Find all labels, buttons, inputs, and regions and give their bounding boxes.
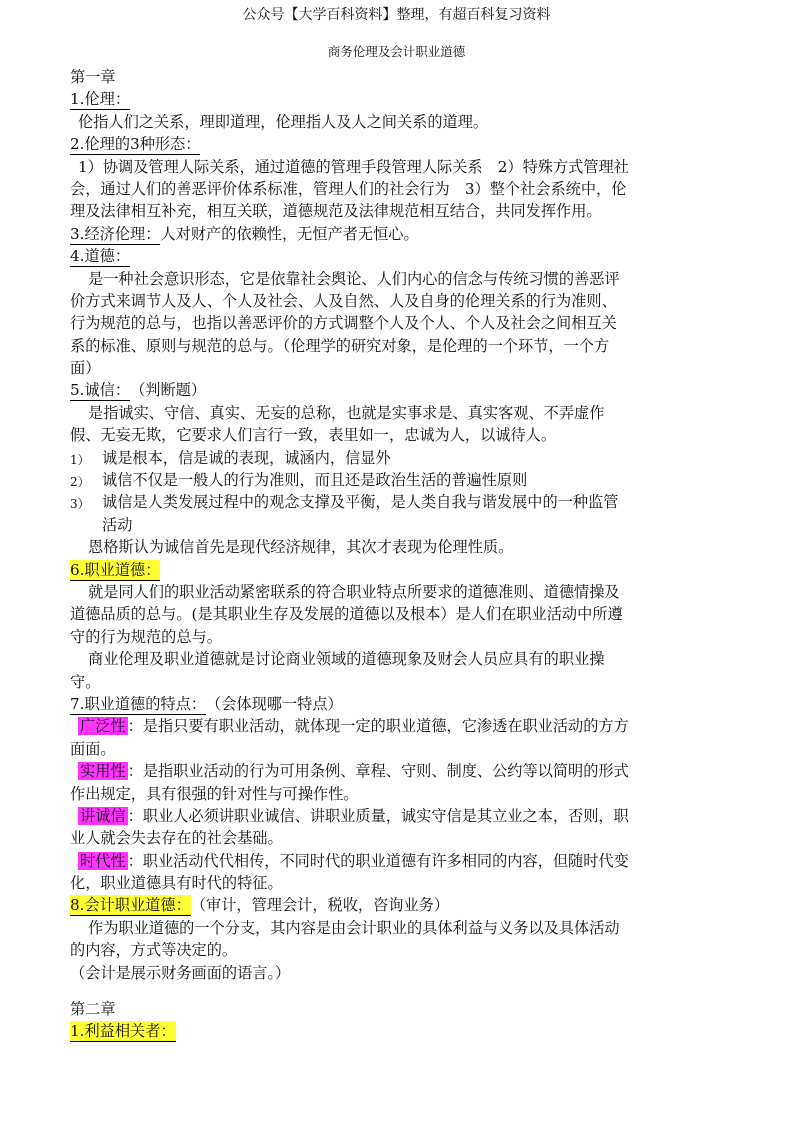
trait-text-cont: 面面。 (70, 739, 116, 758)
paragraph-line: 行为规范的总与，也指以善恶评价的方式调整个人及个人、个人及社会之间相互关 (70, 314, 617, 333)
list-item-text: 诚信是人类发展过程中的观念支撑及平衡，是人类自我与谐发展中的一种监管 (102, 493, 619, 512)
section-heading-ethics-forms: 2.伦理的3种形态： (70, 135, 201, 154)
paragraph-line: 系的标准、原则与规范的总与。（伦理学的研究对象，是伦理的一个环节，一个方 (70, 336, 610, 355)
section-heading-integrity: 5.诚信： (70, 381, 131, 400)
trait-text: ：是指只要有职业活动，就体现一定的职业道德，它渗透在职业活动的方方 (127, 717, 629, 736)
paragraph-line: 价方式来调节人及人、个人及社会、人及自然、人及自身的伦理关系的行为准则、 (70, 291, 617, 310)
paragraph: 伦指人们之关系，理即道理，伦理指人及人之间关系的道理。 (78, 112, 489, 131)
list-item (70, 447, 710, 469)
chapter-label: 第一章 (70, 68, 116, 86)
paragraph-line: 的内容，方式等决定的。 (70, 941, 238, 960)
trait-text: ：职业活动代代相传，不同时代的职业道德有许多相同的内容，但随时代变 (127, 851, 629, 870)
paragraph-line: 是指诚实、守信、真实、无妄的总称，也就是实事求是、真实客观、不弄虚作 (88, 403, 605, 422)
section-heading-stakeholders: 1.利益相关者： (70, 1022, 176, 1041)
paragraph-line: 守的行为规范的总与。 (70, 627, 222, 646)
trait-label: 广泛性 (80, 717, 126, 736)
section-heading-professional-ethics: 6.职业道德： (70, 560, 161, 579)
section-note: （审计，管理会计，税收，咨询业务） (190, 896, 449, 915)
section-note: （判断题） (130, 381, 206, 400)
section-heading-accounting-ethics: 8.会计职业道德： (70, 896, 191, 915)
paragraph-line: 是一种社会意识形态，它是依靠社会舆论、人们内心的信念与传统习惯的善恶评 (88, 269, 620, 288)
document-body (70, 66, 710, 1043)
section-heading-ethics: 1.伦理： (70, 90, 131, 109)
list-item-number: 1） (70, 452, 90, 467)
trait-label: 时代性 (80, 851, 126, 870)
trait-item (70, 805, 710, 827)
list-item-text: 诚信不仅是一般人的行为准则，而且还是政治生活的普遍性原则 (102, 471, 528, 490)
paragraph-line: 道德品质的总与。(是其职业生存及发展的道德以及根本）是人们在职业活动中所遵 (70, 605, 623, 624)
paragraph-line: 1）协调及管理人际关系，通过道德的管理手段管理人际关系 2）特殊方式管理社 (78, 157, 629, 176)
paragraph-line: 面） (70, 359, 101, 378)
trait-item (70, 760, 710, 782)
list-item (70, 469, 710, 491)
list-item-continuation: 活动 (102, 515, 133, 534)
section-heading-economic-ethics: 3.经济伦理： (70, 224, 161, 243)
trait-item (70, 715, 710, 737)
trait-label: 实用性 (80, 762, 126, 781)
paragraph-line: 理及法律相互补充，相互关联，道德规范及法律规范相互结合，共同发挥作用。 (70, 202, 602, 221)
list-item (70, 491, 710, 513)
trait-text: ：职业人必须讲职业诚信、讲职业质量，诚实守信是其立业之本，否则，职 (127, 806, 629, 825)
document-title: 商务伦理及会计职业道德 (327, 44, 466, 59)
trait-text: ：是指职业活动的行为可用条例、章程、守则、制度、公约等以简明的形式 (127, 762, 629, 781)
trait-label: 讲诚信 (80, 806, 126, 825)
paragraph-line: 假、无妄无欺，它要求人们言行一致，表里如一，忠诚为人，以诚待人。 (70, 426, 556, 445)
trait-item (70, 850, 710, 872)
paragraph-line: （会计是展示财务画面的语言。） (70, 963, 291, 982)
paragraph-line: 守。 (70, 672, 101, 691)
list-item-number: 2） (70, 475, 90, 490)
list-item-text: 诚是根本，信是诚的表现，诚涵内，信显外 (102, 448, 391, 467)
trait-text-cont: 业人就会失去存在的社会基础。 (70, 829, 283, 848)
paragraph-line: 商业伦理及职业道德就是讨论商业领域的道德现象及财会人员应具有的职业操 (88, 650, 605, 669)
trait-text-cont: 作出规定，具有很强的针对性与可操作性。 (70, 784, 359, 803)
section-heading-ethics-features: 7.职业道德的特点： (70, 694, 206, 713)
paragraph-line: 就是同人们的职业活动紧密联系的符合职业特点所要求的道德准则、道德情操及 (88, 582, 620, 601)
paragraph-line: 作为职业道德的一个分支，其内容是由会计职业的具体利益与义务以及具体活动 (88, 918, 620, 937)
chapter-label: 第二章 (70, 1000, 116, 1019)
top-note: 公众号【大学百科资料】整理，有超百科复习资料 (242, 7, 551, 23)
paragraph: 人对财产的依赖性，无恒产者无恒心。 (160, 224, 419, 243)
list-item-number: 3） (70, 497, 90, 512)
paragraph: 恩格斯认为诚信首先是现代经济规律，其次才表现为伦理性质。 (88, 538, 514, 557)
section-note: （会体现哪一特点） (206, 694, 343, 713)
paragraph-line: 会，通过人们的善恶评价体系标准，管理人们的社会行为 3）整个社会系统中，伦 (70, 179, 627, 198)
trait-text-cont: 化，职业道德具有时代的特征。 (70, 874, 283, 893)
section-heading-morality: 4.道德： (70, 247, 131, 266)
